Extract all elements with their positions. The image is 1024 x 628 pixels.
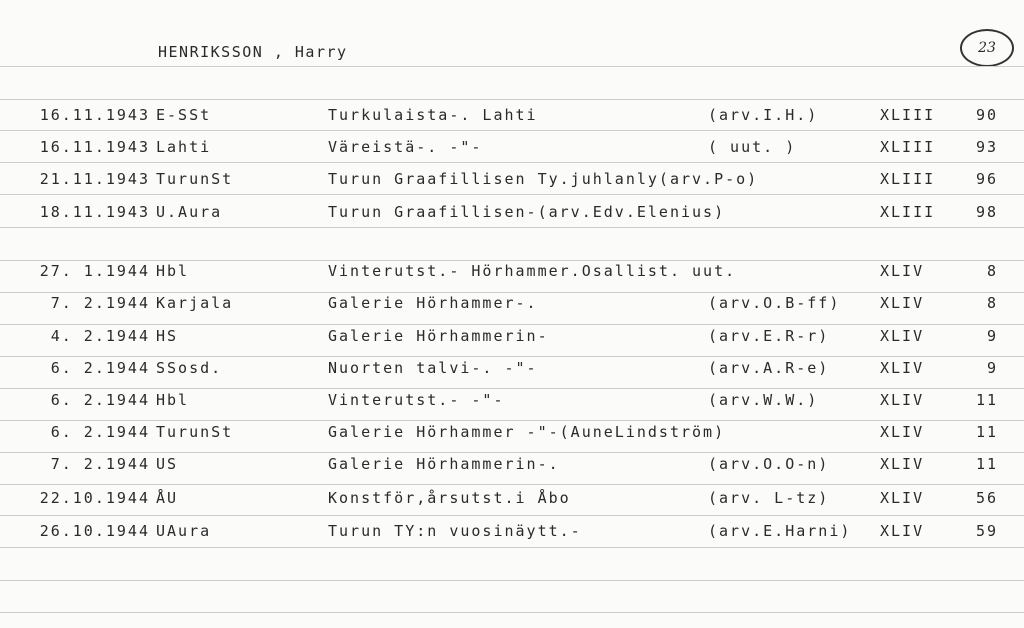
ruled-line [0,99,1024,100]
entry-title: Turkulaista-. Lahti [328,106,538,124]
entry-source: Karjala [156,294,234,312]
entry-source: TurunSt [156,423,234,441]
entry-date: 6. 2.1944 [50,423,150,441]
entry-source: US [156,455,179,473]
entry-row [0,359,1024,391]
entry-note: (arv.E.Harni) [708,522,852,540]
entry-date: 6. 2.1944 [50,359,150,377]
entry-title: Turun Graafillisen-(arv.Edv.Elenius) [328,203,726,221]
entry-source: UAura [156,522,212,540]
entry-row [0,203,1024,235]
entry-page: 8 [986,294,998,312]
entry-title: Galerie Hörhammer -"-(AuneLindström) [328,423,726,441]
entry-title: Konstför,årsutst.i Åbo [328,489,571,507]
entry-date: 4. 2.1944 [50,327,150,345]
entry-source: TurunSt [156,170,234,188]
entry-date: 16.11.1943 [39,106,150,124]
entry-volume: XLIV [880,327,925,345]
entry-page: 56 [975,489,998,507]
entry-page: 9 [986,327,998,345]
entry-volume: XLIV [880,489,925,507]
entry-row [0,489,1024,521]
ruled-line [0,66,1024,67]
entry-volume: XLIV [880,455,925,473]
entry-page: 9 [986,359,998,377]
entry-source: Lahti [156,138,212,156]
entry-volume: XLIV [880,359,925,377]
entry-row [0,391,1024,423]
entry-note: (arv.E.R-r) [708,327,830,345]
entry-page: 90 [975,106,998,124]
entry-page: 98 [975,203,998,221]
entry-row [0,262,1024,294]
entry-page: 59 [975,522,998,540]
entry-title: Galerie Hörhammerin- [328,327,549,345]
entry-source: SSosd. [156,359,223,377]
entry-title: Nuorten talvi-. -"- [328,359,538,377]
entry-volume: XLIV [880,522,925,540]
ruled-line [0,612,1024,613]
entry-source: E-SSt [156,106,212,124]
entry-row [0,294,1024,326]
entry-volume: XLIV [880,423,925,441]
entry-page: 8 [986,262,998,280]
entry-note: (arv.W.W.) [708,391,819,409]
entry-title: Galerie Hörhammer-. [328,294,538,312]
entry-date: 7. 2.1944 [50,455,150,473]
entry-title: Vinterutst.- -"- [328,391,505,409]
entry-page: 11 [975,455,998,473]
entry-date: 27. 1.1944 [39,262,150,280]
entry-volume: XLIV [880,262,925,280]
entry-volume: XLIV [880,294,925,312]
entry-date: 6. 2.1944 [50,391,150,409]
entry-source: HS [156,327,179,345]
entry-volume: XLIII [880,203,936,221]
entry-source: ÅU [156,489,179,507]
entry-title: Turun Graafillisen Ty.juhlanly(arv.P-o) [328,170,759,188]
entry-row [0,138,1024,170]
entry-volume: XLIII [880,138,936,156]
entry-date: 7. 2.1944 [50,294,150,312]
entry-row [0,170,1024,202]
entry-source: Hbl [156,262,190,280]
entry-date: 21.11.1943 [39,170,150,188]
entry-volume: XLIII [880,170,936,188]
entry-volume: XLIV [880,391,925,409]
entry-note: (arv. L-tz) [708,489,830,507]
ruled-line [0,260,1024,261]
entry-title: Vinterutst.- Hörhammer.Osallist. uut. [328,262,737,280]
entry-note: (arv.A.R-e) [708,359,830,377]
entry-page: 11 [975,391,998,409]
entry-row [0,106,1024,138]
entry-page: 93 [975,138,998,156]
entry-note: (arv.I.H.) [708,106,819,124]
entry-row [0,327,1024,359]
card-number-stamp: 23 [960,29,1014,67]
entry-title: Väreistä-. -"- [328,138,483,156]
entry-source: Hbl [156,391,190,409]
ruled-line [0,580,1024,581]
entry-title: Turun TY:n vuosinäytt.- [328,522,582,540]
entry-title: Galerie Hörhammerin-. [328,455,560,473]
entry-date: 22.10.1944 [39,489,150,507]
entry-page: 11 [975,423,998,441]
entry-row [0,522,1024,554]
entry-note: ( uut. ) [708,138,797,156]
entry-date: 26.10.1944 [39,522,150,540]
entry-date: 18.11.1943 [39,203,150,221]
entry-note: (arv.O.B-ff) [708,294,841,312]
entry-date: 16.11.1943 [39,138,150,156]
entry-note: (arv.O.O-n) [708,455,830,473]
entry-row [0,455,1024,487]
entry-source: U.Aura [156,203,223,221]
card-name: HENRIKSSON , Harry [158,43,348,61]
entry-page: 96 [975,170,998,188]
entry-row [0,423,1024,455]
entry-volume: XLIII [880,106,936,124]
